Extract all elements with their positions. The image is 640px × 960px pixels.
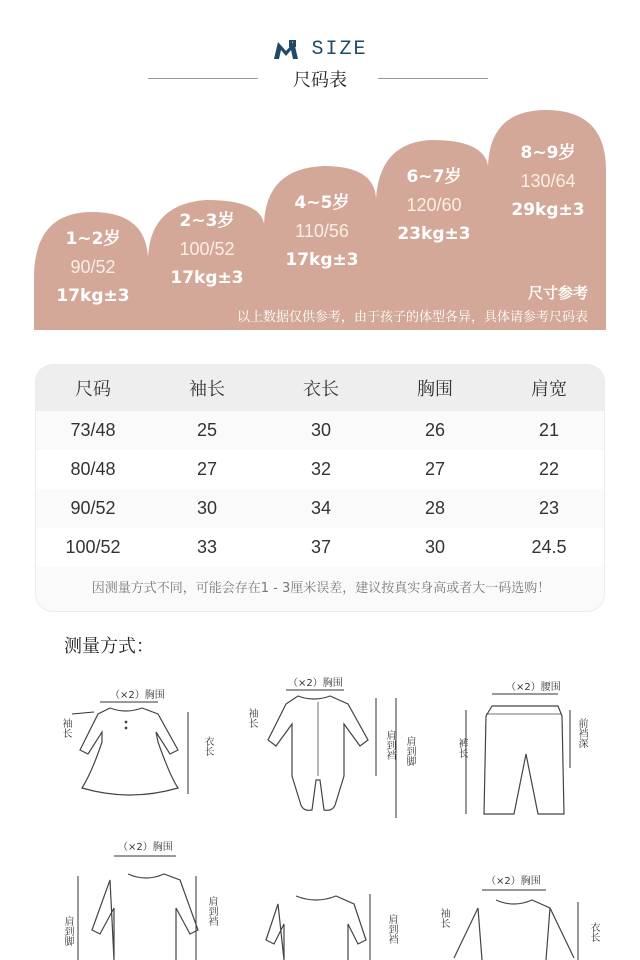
sleepsuit-icon xyxy=(54,834,226,960)
weight-label: 23kg±3 xyxy=(397,224,471,244)
age-col-3 xyxy=(266,188,378,270)
age-label: 2~3岁 xyxy=(179,211,235,231)
table-cell: 27 xyxy=(196,459,218,479)
sleeve-label: 袖长 xyxy=(438,908,449,928)
dress-icon xyxy=(54,684,224,804)
table-note: 因测量方式不同，可能会存在1 - 3厘米误差，建议按真实身高或者大一码选购！ xyxy=(91,581,551,596)
size-table xyxy=(35,364,605,612)
table-cell: 22 xyxy=(538,459,560,479)
brand-text: SIZE xyxy=(311,38,368,61)
table-cell: 23 xyxy=(538,498,560,518)
table-cell: 30 xyxy=(424,537,446,557)
romper-icon xyxy=(240,672,420,822)
band-note: 以上数据仅供参考，由于孩子的体型各异，具体请参考尺码表 xyxy=(236,310,588,325)
header-cell: 肩宽 xyxy=(531,379,567,399)
age-col-5 xyxy=(490,138,606,220)
divider-right xyxy=(378,78,488,79)
measure-title: 测量方式： xyxy=(64,636,154,657)
size-label: 100/52 xyxy=(179,239,235,259)
diagram-romper xyxy=(240,672,420,822)
weight-label: 17kg±3 xyxy=(56,286,130,306)
age-label: 1~2岁 xyxy=(65,229,121,249)
size-label: 120/60 xyxy=(406,195,462,215)
age-label: 6~7岁 xyxy=(406,167,462,187)
table-cell: 33 xyxy=(196,537,218,557)
age-col-4 xyxy=(378,162,490,244)
diagram-dress xyxy=(54,684,224,804)
table-cell: 32 xyxy=(310,459,332,479)
table-cell: 27 xyxy=(424,459,446,479)
sleeve-label: 袖长 xyxy=(60,718,71,738)
shoulder-to-crotch-label: 肩到裆 xyxy=(386,914,397,944)
header-cell: 胸围 xyxy=(417,379,453,399)
chest-label: （×2）胸围 xyxy=(118,842,173,853)
table-cell: 80/48 xyxy=(70,459,116,479)
size-label: 130/64 xyxy=(520,171,576,191)
table-cell: 28 xyxy=(424,498,446,518)
chest-label: （×2）胸围 xyxy=(110,690,165,701)
diagram-pants xyxy=(454,676,594,822)
table-cell: 73/48 xyxy=(70,420,116,440)
pants-length-label: 裤长 xyxy=(456,738,467,758)
table-row xyxy=(36,411,605,450)
shoulder-to-crotch-label: 肩到裆 xyxy=(384,730,395,760)
age-label: 8~9岁 xyxy=(520,143,576,163)
sleeve-label: 袖长 xyxy=(246,708,257,728)
bodysuit-icon xyxy=(250,880,410,960)
chest-label: （×2）胸围 xyxy=(288,678,343,689)
table-cell: 21 xyxy=(538,420,560,440)
table-cell: 34 xyxy=(310,498,332,518)
svg-text:': ' xyxy=(292,40,294,48)
table-header xyxy=(36,365,605,411)
chest-label: （×2）胸围 xyxy=(486,876,541,887)
size-label: 110/56 xyxy=(295,221,349,241)
length-label: 衣长 xyxy=(202,736,213,756)
header-cell: 袖长 xyxy=(189,379,225,399)
diagram-sleepsuit xyxy=(54,834,226,960)
size-label: 90/52 xyxy=(70,257,116,277)
brand-logo-icon xyxy=(272,39,300,61)
table-cell: 90/52 xyxy=(70,498,116,518)
header-cell: 衣长 xyxy=(303,379,339,399)
table-cell: 24.5 xyxy=(531,537,567,557)
age-label: 4~5岁 xyxy=(294,193,350,213)
table-row xyxy=(36,489,605,528)
table-cell: 30 xyxy=(196,498,218,518)
table-cell: 100/52 xyxy=(65,537,121,557)
table-cell: 26 xyxy=(424,420,446,440)
age-band xyxy=(34,108,606,330)
shoulder-to-foot-label: 肩到脚 xyxy=(404,736,415,766)
weight-label: 17kg±3 xyxy=(170,268,244,288)
header-cell: 尺码 xyxy=(75,379,111,399)
front-rise-label: 前裆深 xyxy=(576,718,587,748)
diagram-bodysuit xyxy=(250,880,410,960)
shoulder-to-crotch-label: 肩到裆 xyxy=(206,896,217,926)
age-col-2 xyxy=(150,206,264,288)
size-reference-label: 尺寸参考 xyxy=(527,284,588,302)
length-label: 衣长 xyxy=(588,922,599,942)
age-col-1 xyxy=(36,224,150,306)
shoulder-to-foot-label: 肩到脚 xyxy=(62,916,73,946)
table-cell: 25 xyxy=(196,420,218,440)
subtitle-row xyxy=(0,66,640,92)
pants-icon xyxy=(454,676,594,822)
brand-header xyxy=(0,38,640,64)
table-row xyxy=(36,450,605,489)
table-row xyxy=(36,528,605,567)
diagram-top xyxy=(434,866,610,960)
table-cell: 30 xyxy=(310,420,332,440)
weight-label: 29kg±3 xyxy=(511,200,585,220)
top-icon xyxy=(434,866,610,960)
waist-label: （×2）腰围 xyxy=(506,682,561,693)
page-title: 尺码表 xyxy=(293,70,347,91)
weight-label: 17kg±3 xyxy=(285,250,359,270)
table-cell: 37 xyxy=(310,537,332,557)
